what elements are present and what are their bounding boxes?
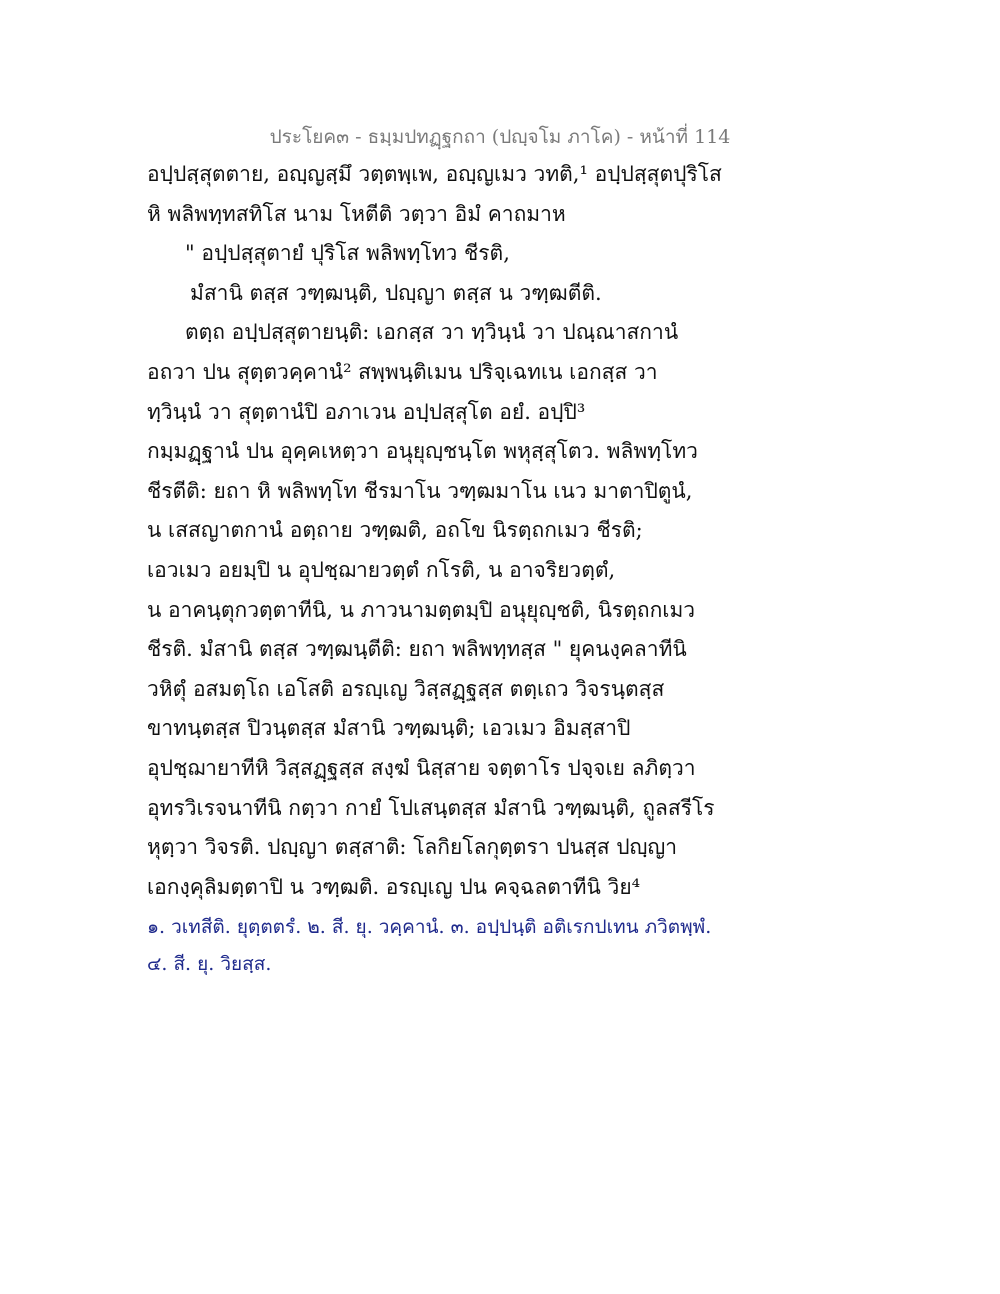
text-line: น เสสญาตกานํ อตฺถาย วฑฺฒติ, อถโข นิรตฺถกเมว ชีรติ; [147,518,643,542]
page-header: ประโยค๓ - ธมฺมปทฏฺฐกถา (ปญฺจโม ภาโค) - หน้าที่ 114 [269,126,731,148]
text-line: ทฺวินฺนํ วา สุตฺตานํปิ อภาเวน อปฺปสฺสุโต อยํ. อปฺปิ³ [147,400,586,424]
text-line: วหิตุํ อสมตฺโถ เอโสติ อรญฺเญ วิสฺสฏฺฐสฺส ตตฺเถว วิจรนฺตสฺส [147,677,665,701]
footnote: ๑. วเทสีติ. ยุตฺตตรํ. ๒. สี. ยุ. วคฺคานํ. ๓. อปฺปนฺติ อติเรกปเทน ภวิตพฺพํ. [147,916,712,938]
text-line: กมฺมฏฺฐานํ ปน อุคฺคเหตฺวา อนุยุญฺชนฺโต พหุสฺสุโตว. พลิพทฺโทว [147,439,698,463]
text-line: น อาคนฺตุกวตฺตาทีนิ, น ภาวนามตฺตมฺปิ อนุยุญฺชติ, นิรตฺถกเมว [147,598,696,622]
text-line: อปฺปสฺสุตตาย, อญฺญสฺมึ วตฺตพฺเพ, อญฺญเมว วทติ,¹ อปฺปสฺสุตปุริโส [147,162,722,186]
text-line: เอกงฺคุลิมตฺตาปิ น วฑฺฒติ. อรญฺเญ ปน คจฺฉลตาทีนิ วิย⁴ [147,875,641,899]
text-line: หิ พลิพทฺทสทิโส นาม โหตีติ วตฺวา อิมํ คาถมาห [147,202,566,226]
text-line: อถวา ปน สุตฺตวคฺคานํ² สพฺพนฺติเมน ปริจฺเฉทเน เอกสฺส วา [147,360,658,384]
text-line: หุตฺวา วิจรติ. ปญฺญา ตสฺสาติ: โลกิยโลกุตฺตรา ปนสฺส ปญฺญา [147,835,678,859]
verse-line: มํสานิ ตสฺส วฑฺฒนฺติ, ปญฺญา ตสฺส น วฑฺฒตีติ. [190,281,602,305]
text-line: ชีรตีติ: ยถา หิ พลิพทฺโท ชีรมาโน วฑฺฒมาโน เนว มาตาปิตูนํ, [147,479,693,503]
footnote: ๔. สี. ยุ. วิยสฺส. [147,953,272,975]
text-line: เอวเมว อยมฺปิ น อุปชฺฌายวตฺตํ กโรติ, น อาจริยวตฺตํ, [147,558,616,582]
text-line: อุทรวิเรจนาทีนิ กตฺวา กายํ โปเสนฺตสฺส มํสานิ วฑฺฒนฺติ, ถูลสรีโร [147,796,715,820]
text-line: ชีรติ. มํสานิ ตสฺส วฑฺฒนฺตีติ: ยถา พลิพทฺทสฺส " ยุคนงฺคลาทีนิ [147,637,687,661]
text-line: อุปชฺฌายาทีหิ วิสฺสฏฺฐสฺส สงฺฆํ นิสฺสาย จตฺตาโร ปจฺจเย ลภิตฺวา [147,756,696,780]
text-line: ตตฺถ อปฺปสฺสุตายนฺติ: เอกสฺส วา ทฺวินฺนํ วา ปณฺณาสกานํ [185,320,679,344]
text-line: ขาทนฺตสฺส ปิวนฺตสฺส มํสานิ วฑฺฒนฺติ; เอวเมว อิมสฺสาปิ [147,716,631,740]
verse-line: " อปฺปสฺสุตายํ ปุริโส พลิพทฺโทว ชีรติ, [185,241,510,265]
